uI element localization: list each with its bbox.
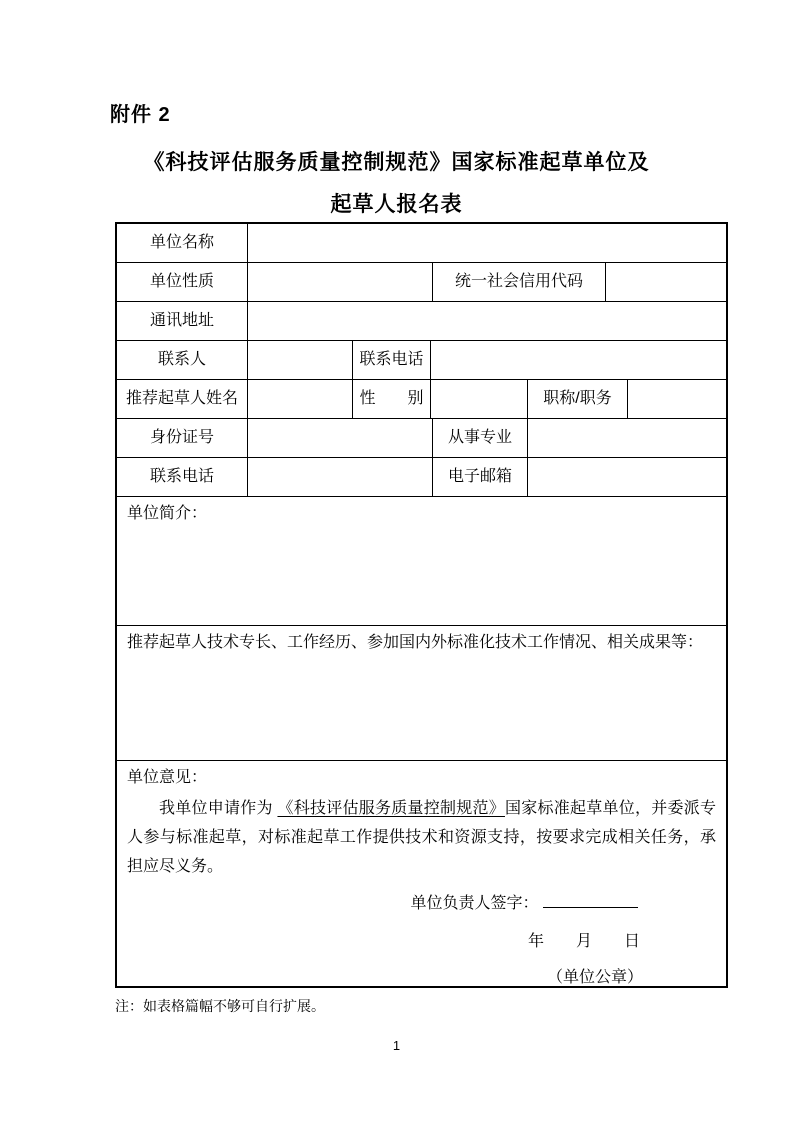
date-line: 年 月 日 [527, 932, 640, 950]
contact-person-input[interactable] [247, 341, 352, 379]
drafter-details-label: 推荐起草人技术专长、工作经历、参加国内外标准化技术工作情况、相关成果等： [127, 634, 704, 651]
title-duty-input[interactable] [627, 380, 726, 418]
contact-phone-label: 联系电话 [352, 341, 430, 379]
drafter-name-label: 推荐起草人姓名 [125, 390, 238, 408]
signature-line [127, 890, 716, 913]
email-label: 电子邮箱 [432, 458, 527, 496]
address-label: 通讯地址 [149, 312, 214, 330]
unit-intro-label: 单位简介： [127, 505, 208, 522]
drafter-name-input[interactable] [247, 380, 352, 418]
row-unit-nature [117, 262, 726, 301]
phone-label: 联系电话 [149, 468, 214, 486]
signature-blank[interactable] [543, 893, 638, 908]
contact-phone-input[interactable] [430, 341, 726, 379]
id-number-input[interactable] [247, 419, 432, 457]
row-drafter-details [117, 625, 726, 760]
row-contact [117, 340, 726, 379]
row-phone-email [117, 457, 726, 496]
email-input[interactable] [527, 458, 726, 496]
standard-name-underlined: 《科技评估服务质量控制规范》 [277, 800, 505, 818]
drafter-details-cell[interactable] [117, 626, 726, 760]
row-drafter [117, 379, 726, 418]
footnote: 注：如表格篇幅不够可自行扩展。 [115, 998, 325, 1014]
unit-intro-cell[interactable] [117, 497, 726, 625]
opinion-text-post: 国家标准起草单位，并委派专人参与标准起草，对标准起草工作提供技术和资源支持，按要求完成相关任务，承担应尽义务。 [127, 800, 716, 875]
row-unit-opinion [117, 760, 726, 986]
profession-label: 从事专业 [432, 419, 527, 457]
opinion-text-pre: 我单位申请作为 [159, 800, 278, 818]
signature-label: 单位负责人签字： [410, 894, 543, 912]
row-id-number [117, 418, 726, 457]
unit-opinion-label: 单位意见： [127, 769, 208, 786]
unit-opinion-cell[interactable] [117, 761, 726, 986]
contact-person-label: 联系人 [157, 351, 206, 369]
row-unit-name [117, 224, 726, 262]
gender-label: 性 别 [352, 380, 430, 418]
unit-opinion-text [127, 795, 716, 881]
unit-name-label: 单位名称 [149, 234, 214, 252]
unit-nature-input[interactable] [247, 263, 432, 301]
credit-code-label: 统一社会信用代码 [432, 263, 605, 301]
seal-label: （单位公章） [546, 968, 643, 986]
gender-input[interactable] [430, 380, 527, 418]
document-title-line2: 起草人报名表 [330, 193, 463, 216]
row-address [117, 301, 726, 340]
title-duty-label: 职称/职务 [527, 380, 627, 418]
id-number-label: 身份证号 [149, 429, 214, 447]
row-unit-intro [117, 496, 726, 625]
phone-input[interactable] [247, 458, 432, 496]
page-number: 1 [392, 1038, 401, 1053]
address-input[interactable] [247, 302, 726, 340]
document-title-line1: 《科技评估服务质量控制规范》国家标准起草单位及 [143, 151, 650, 174]
attachment-label: 附件 2 [110, 104, 171, 126]
registration-form-table [115, 222, 728, 988]
profession-input[interactable] [527, 419, 726, 457]
unit-name-input[interactable] [247, 224, 726, 262]
unit-nature-label: 单位性质 [149, 273, 214, 291]
credit-code-input[interactable] [605, 263, 726, 301]
